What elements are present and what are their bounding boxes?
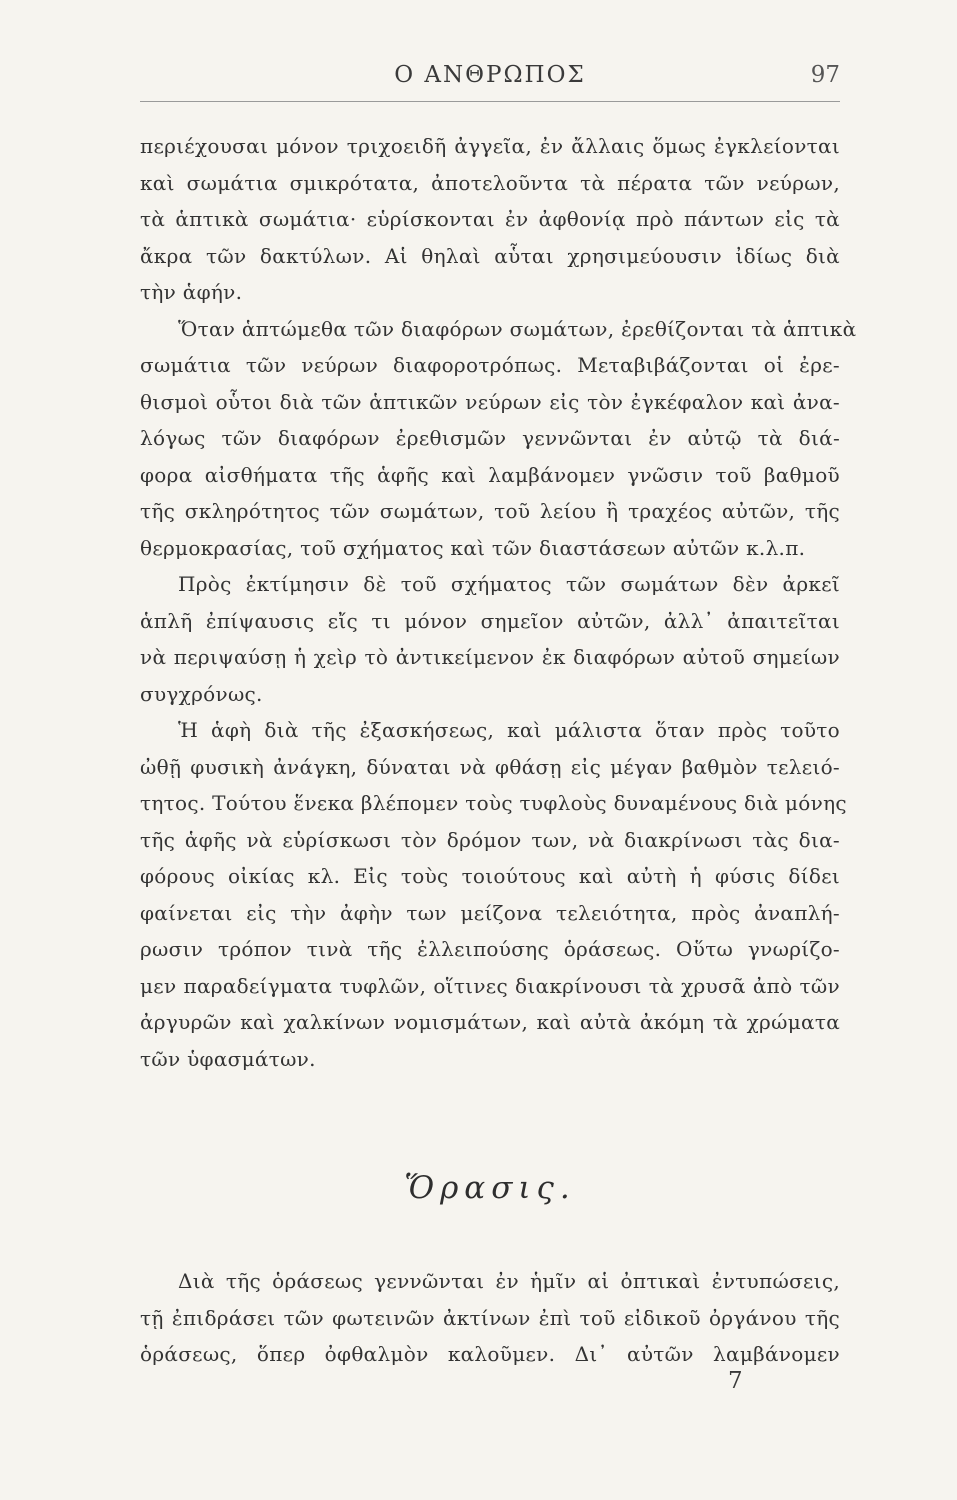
text-line: Ἡ ἁφὴ διὰ τῆς ἐξασκήσεως, καὶ μάλιστα ὅταν πρὸς τοῦτο	[178, 718, 840, 742]
text-line: περιέχουσαι μόνον τριχοειδῆ ἀγγεῖα, ἐν ἄλλαις ὅμως ἐγκλείονται	[140, 134, 840, 158]
text-line: μεν παραδείγματα τυφλῶν, οἵτινες διακρίνουσι τὰ χρυσᾶ ἀπὸ τῶν	[140, 973, 840, 998]
running-head	[140, 58, 840, 98]
paragraph	[140, 566, 840, 712]
text-line: τῶν ὑφασμάτων.	[140, 1046, 316, 1071]
text-line: ρωσιν τρόπον τινὰ τῆς ἐλλειπούσης ὁράσεως. Οὕτω γνωρίζο-	[140, 937, 840, 961]
section-text	[140, 1263, 840, 1373]
text-line: τητος. Τούτου ἕνεκα βλέπομεν τοὺς τυφλοὺς δυναμένους διὰ μόνης	[140, 791, 847, 815]
header-rule	[140, 101, 840, 102]
main-text	[140, 128, 857, 1077]
text-line: Ὅταν ἁπτώμεθα τῶν διαφόρων σωμάτων, ἐρεθίζονται τὰ ἁπτικὰ	[178, 316, 857, 341]
text-line: ὁράσεως, ὅπερ ὀφθαλμὸν καλοῦμεν. Δι᾽ αὐτῶν λαμβάνομεν	[140, 1342, 840, 1366]
text-line: Πρὸς ἐκτίμησιν δὲ τοῦ σχήματος τῶν σωμάτων δὲν ἀρκεῖ	[178, 572, 840, 596]
running-title: Ο ΑΝΘΡΩΠΟΣ	[394, 62, 586, 88]
section-heading: Ὅρασις.	[404, 1170, 576, 1206]
text-line: τῆς ἁφῆς νὰ εὑρίσκωσι τὸν δρόμον των, νὰ διακρίνωσι τὰς δια-	[140, 827, 840, 852]
text-line: τὴν ἁφήν.	[140, 280, 243, 304]
text-line: θισμοὶ οὗτοι διὰ τῶν ἁπτικῶν νεύρων εἰς τὸν ἐγκέφαλον καὶ ἀνα-	[140, 389, 840, 414]
text-line: ἁπλῆ ἐπίψαυσις εἴς τι μόνον σημεῖον αὐτῶν, ἀλλ᾽ ἀπαιτεῖται	[140, 608, 840, 633]
text-line: καὶ σωμάτια σμικρότατα, ἀποτελοῦντα τὰ πέρατα τῶν νεύρων,	[140, 170, 840, 195]
paragraph	[140, 712, 847, 1077]
text-line: ἀργυρῶν καὶ χαλκίνων νομισμάτων, καὶ αὐτὰ ἀκόμη τὰ χρώματα	[140, 1010, 840, 1034]
text-line: φόρους οἰκίας κλ. Εἰς τοὺς τοιούτους καὶ αὐτὴ ἡ φύσις δίδει	[140, 864, 840, 888]
text-line: θερμοκρασίας, τοῦ σχήματος καὶ τῶν διαστάσεων αὐτῶν κ.λ.π.	[140, 535, 806, 560]
text-line: τῇ ἐπιδράσει τῶν φωτεινῶν ἀκτίνων ἐπὶ τοῦ εἰδικοῦ ὀργάνου τῆς	[140, 1305, 840, 1330]
text-line: λόγως τῶν διαφόρων ἐρεθισμῶν γεννῶνται ἐν αὐτῷ τὰ διά-	[140, 426, 840, 450]
text-line: φαίνεται εἰς τὴν ἀφὴν των μείζονα τελειότητα, πρὸς ἀναπλή-	[140, 900, 840, 925]
paragraph	[140, 1263, 840, 1373]
paragraph	[140, 128, 840, 311]
text-line: σωμάτια τῶν νεύρων διαφοροτρόπως. Μεταβιβάζονται οἱ ἐρε-	[140, 353, 840, 377]
text-line: τὰ ἁπτικὰ σωμάτια· εὑρίσκονται ἐν ἀφθονίᾳ πρὸ πάντων εἰς τὰ	[140, 207, 840, 231]
signature-mark: 7	[728, 1368, 743, 1394]
page-number: 97	[810, 62, 840, 88]
text-line: νὰ περιψαύσῃ ἡ χεὶρ τὸ ἀντικείμενον ἐκ διαφόρων αὐτοῦ σημείων	[140, 645, 840, 669]
text-line: συγχρόνως.	[140, 681, 263, 706]
text-line: ἄκρα τῶν δακτύλων. Αἱ θηλαὶ αὗται χρησιμεύουσιν ἰδίως διὰ	[140, 243, 840, 268]
text-line: τῆς σκληρότητος τῶν σωμάτων, τοῦ λείου ἢ τραχέος αὐτῶν, τῆς	[140, 499, 840, 523]
text-line: Διὰ τῆς ὁράσεως γεννῶνται ἐν ἡμῖν αἱ ὀπτικαὶ ἐντυπώσεις,	[178, 1269, 840, 1293]
text-line: ὠθῇ φυσικὴ ἀνάγκη, δύναται νὰ φθάσῃ εἰς μέγαν βαθμὸν τελειό-	[140, 754, 840, 779]
text-line: φορα αἰσθήματα τῆς ἁφῆς καὶ λαμβάνομεν γνῶσιν τοῦ βαθμοῦ	[140, 462, 840, 487]
paragraph	[140, 311, 857, 567]
